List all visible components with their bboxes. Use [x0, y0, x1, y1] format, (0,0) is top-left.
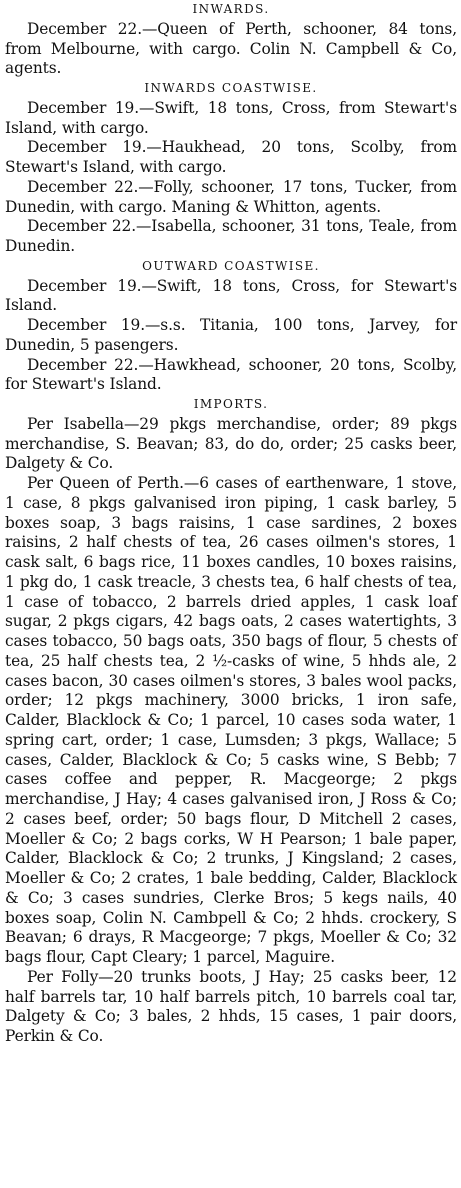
shipping-column — [5, 0, 457, 1047]
entry-queen-of-perth-inwards: December 22.—Queen of Perth, schooner, 84 tons, from Melbourne, with cargo. Colin N. Campbell & Co, agents. — [5, 19, 457, 78]
entry-imports-queen-of-perth: Per Queen of Perth.—6 cases of earthenware, 1 stove, 1 case, 8 pkgs galvanised iron piping, 1 cask barley, 5 boxes soap, 3 bags raisins, 1 case sardines, 2 boxes raisins, 2 half chests of tea, 26 cases oilmen's stores, 1 cask salt, 6 bags rice, 11 boxes candles, 10 boxes raisins, 1 pkg do, 1 cask treacle, 3 chests tea, 6 half chests of tea, 1 case of tobacco, 2 barrels dried apples, 1 cask loaf sugar, 2 pkgs cigars, 42 bags oats, 2 cases watertights, 3 cases tobacco, 50 bags oats, 350 bags of flour, 5 chests of tea, 25 half chests tea, 2 ½-casks of wine, 5 hhds ale, 2 cases bacon, 30 cases oilmen's stores, 3 bales wool packs, order; 12 pkgs machinery, 3000 bricks, 1 iron safe, Calder, Blacklock & Co; 1 parcel, 10 cases soda water, 1 spring cart, order; 1 case, Lumsden; 3 pkgs, Wallace; 5 cases, Calder, Blacklock & Co; 5 casks wine, S Bebb; 7 cases coffee and pepper, R. Macgeorge; 2 pkgs merchandise, J Hay; 4 cases galvanised iron, J Ross & Co; 2 cases beef, order; 50 bags flour, D Mitchell 2 cases, Moeller & Co; 2 bags corks, W H Pearson; 1 bale paper, Calder, Blacklock & Co; 2 trunks, J Kingsland; 2 cases, Moeller & Co; 2 crates, 1 bale bedding, Calder, Blacklock & Co; 3 cases sundries, Clerke Bros; 5 kegs nails, 40 boxes soap, Colin N. Cambpell & Co; 2 hhds. crockery, S Beavan; 6 drays, R Macgeorge; 7 pkgs, Moeller & Co; 32 bags flour, Capt Cleary; 1 parcel, Maguire. — [5, 474, 457, 966]
entry-folly-inwards: December 22.—Folly, schooner, 17 tons, Tucker, from Dunedin, with cargo. Maning & Whitton, agents. — [5, 177, 457, 216]
section-heading-imports: IMPORTS. — [193, 397, 269, 411]
entry-swift-inwards: December 19.—Swift, 18 tons, Cross, from Stewart's Island, with cargo. — [5, 98, 457, 137]
section-heading-inwards-coastwise: INWARDS COASTWISE. — [144, 81, 318, 95]
entry-isabella-inwards: December 22.—Isabella, schooner, 31 tons, Teale, from Dunedin. — [5, 217, 457, 255]
section-heading-outward-coastwise: OUTWARD COASTWISE. — [142, 258, 320, 273]
entry-swift-outward: December 19.—Swift, 18 tons, Cross, for Stewart's Island. — [5, 276, 457, 315]
entry-hawkhead-outward: December 22.—Hawkhead, schooner, 20 tons, Scolby, for Stewart's Island. — [5, 355, 457, 394]
section-heading-inwards: INWARDS. — [192, 2, 270, 16]
entry-imports-isabella: Per Isabella—29 pkgs merchandise, order; 89 pkgs merchandise, S. Beavan; 83, do do, order; 25 casks beer, Dalgety & Co. — [5, 414, 457, 473]
entry-titania-outward: December 19.—s.s. Titania, 100 tons, Jarvey, for Dunedin, 5 pasengers. — [5, 316, 457, 354]
entry-haukhead-inwards: December 19.—Haukhead, 20 tons, Scolby, from Stewart's Island, with cargo. — [5, 138, 457, 176]
entry-imports-folly: Per Folly—20 trunks boots, J Hay; 25 casks beer, 12 half barrels tar, 10 half barrels pitch, 10 barrels coal tar, Dalgety & Co; 3 bales, 2 hhds, 15 cases, 1 pair doors, Perkin & Co. — [5, 967, 457, 1045]
